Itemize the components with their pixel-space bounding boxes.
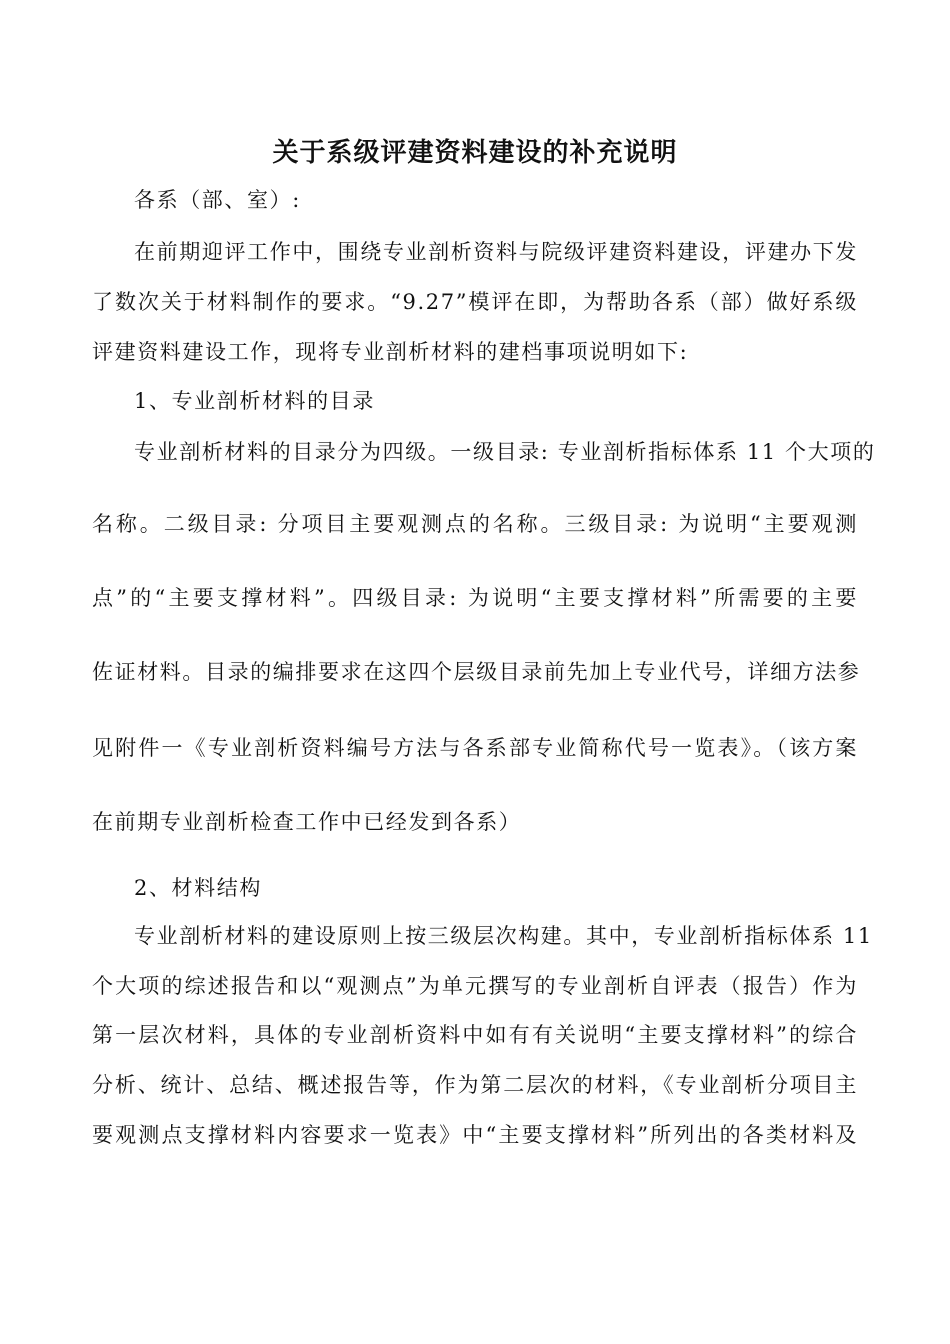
section-1-line-3: 点”的“主要支撑材料”。四级目录: 为说明“主要支撑材料”所需要的主要 — [92, 586, 858, 610]
section-2-line-1: 专业剖析材料的建设原则上按三级层次构建。其中，专业剖析指标体系 11 — [134, 924, 873, 948]
section-2-heading: 2、材料结构 — [134, 876, 262, 900]
section-1-line-6: 在前期专业剖析检查工作中已经发到各系） — [92, 810, 522, 834]
section-1-line-4: 佐证材料。目录的编排要求在这四个层级目录前先加上专业代号，详细方法参 — [92, 660, 861, 684]
intro-line-3: 评建资料建设工作，现将专业剖析材料的建档事项说明如下: — [92, 340, 689, 364]
intro-line-2: 了数次关于材料制作的要求。“9.27”模评在即，为帮助各系（部）做好系级 — [92, 290, 858, 314]
section-1-line-2: 名称。二级目录: 分项目主要观测点的名称。三级目录: 为说明“主要观测 — [92, 512, 858, 536]
section-2-line-2: 个大项的综述报告和以“观测点”为单元撰写的专业剖析自评表（报告）作为 — [92, 974, 858, 998]
section-2-line-5: 要观测点支撑材料内容要求一览表》中“主要支撑材料”所列出的各类材料及 — [92, 1123, 858, 1147]
section-1-line-5: 见附件一《专业剖析资料编号方法与各系部专业简称代号一览表》。（该方案 — [92, 736, 858, 760]
section-1-line-1: 专业剖析材料的目录分为四级。一级目录: 专业剖析指标体系 11 个大项的 — [134, 440, 876, 464]
document-title: 关于系级评建资料建设的补充说明 — [272, 138, 678, 168]
section-2-line-4: 分析、统计、总结、概述报告等，作为第二层次的材料，《专业剖析分项目主 — [92, 1073, 858, 1097]
section-1-heading: 1、专业剖析材料的目录 — [134, 389, 375, 413]
section-2-line-3: 第一层次材料，具体的专业剖析资料中如有有关说明“主要支撑材料”的综合 — [92, 1023, 858, 1047]
salutation: 各系（部、室）: — [134, 188, 301, 212]
intro-line-1: 在前期迎评工作中，围绕专业剖析资料与院级评建资料建设，评建办下发 — [134, 240, 858, 264]
